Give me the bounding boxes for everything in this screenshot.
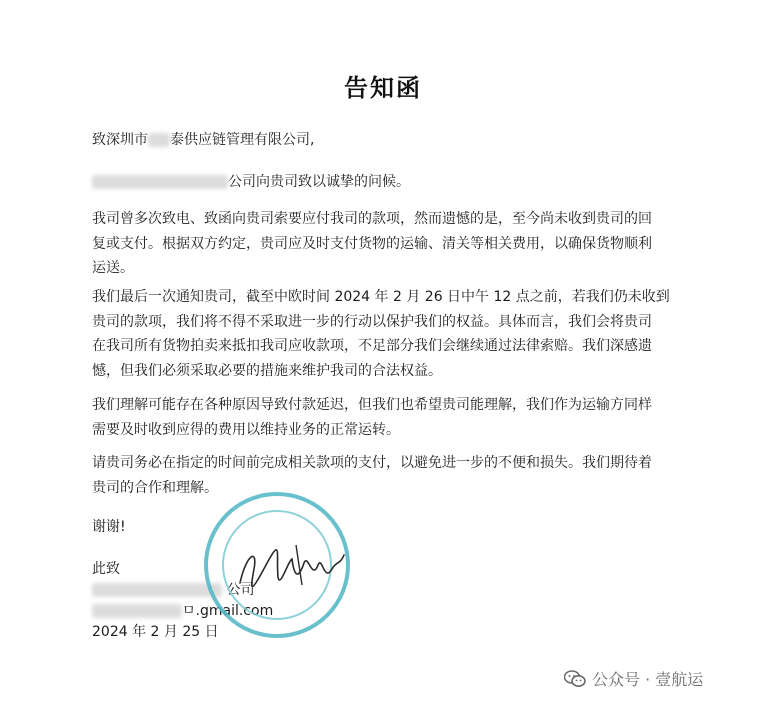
- watermark: [564, 667, 703, 690]
- paragraph-line: 在我司所有货物拍卖来抵扣我司应收款项，不足部分我们会继续通过法律索赔。我们深感遗: [92, 338, 652, 354]
- redacted-company: [92, 175, 228, 189]
- paragraph-line: 运送。: [92, 260, 134, 276]
- letter-title: 告知函: [344, 74, 422, 102]
- sender-company-suffix: 公司: [226, 582, 255, 598]
- letter-date: 2024 年 2 月 25 日: [92, 624, 219, 640]
- thanks-line: 谢谢!: [92, 519, 126, 535]
- wechat-icon: [564, 670, 586, 688]
- closing-line: 此致: [92, 561, 120, 577]
- paragraph-4: [92, 451, 672, 500]
- paragraph-line: 请贵司务必在指定的时间前完成相关款项的支付，以避免进一步的不便和损失。我们期待着: [92, 455, 652, 471]
- paragraph-line: 我们最后一次通知贵司，截至中欧时间 2024 年 2 月 26 日中午 12 点之前，若我们仍未收到: [92, 289, 670, 305]
- paragraph-1: [92, 207, 672, 281]
- salutation-line: [92, 130, 314, 150]
- paragraph-line: 需要及时收到应得的费用以维持业务的正常运转。: [92, 421, 400, 438]
- paragraph-2: [92, 285, 672, 383]
- paragraph-line: 憾，但我们必须采取必要的措施来维护我司的合法权益。: [92, 362, 442, 379]
- redacted-email: [92, 604, 182, 618]
- sender-email-fragment: ㅁ.gmail.com: [182, 603, 274, 619]
- paragraph-line: 贵司的款项，我们将不得不采取进一步的行动以保护我们的权益。具体而言，我们会将贵司: [92, 313, 652, 330]
- redacted-sender: [92, 583, 222, 597]
- handwritten-signature: [232, 525, 352, 605]
- paragraph-line: 贵司的合作和理解。: [92, 479, 218, 496]
- paragraph-line: 我们理解可能存在各种原因导致付款延迟，但我们也希望贵司能理解，我们作为运输方同样: [92, 397, 652, 413]
- greeting-line: [92, 172, 410, 192]
- paragraph-3: [92, 393, 672, 442]
- watermark-label: 公众号 · 壹航运: [592, 670, 704, 689]
- salutation-prefix: 致深圳市: [92, 132, 148, 148]
- paragraph-line: 我司曾多次致电、致函向贵司索要应付我司的款项，然而遗憾的是，至今尚未收到贵司的回: [92, 211, 652, 227]
- salutation-suffix: 泰供应链管理有限公司,: [170, 132, 315, 148]
- greeting-text: 公司向贵司致以诚挚的问候。: [228, 174, 410, 190]
- redacted-name: [148, 133, 170, 147]
- paragraph-line: 复或支付。根据双方约定，贵司应及时支付货物的运输、清关等相关费用，以确保货物顺利: [92, 235, 652, 252]
